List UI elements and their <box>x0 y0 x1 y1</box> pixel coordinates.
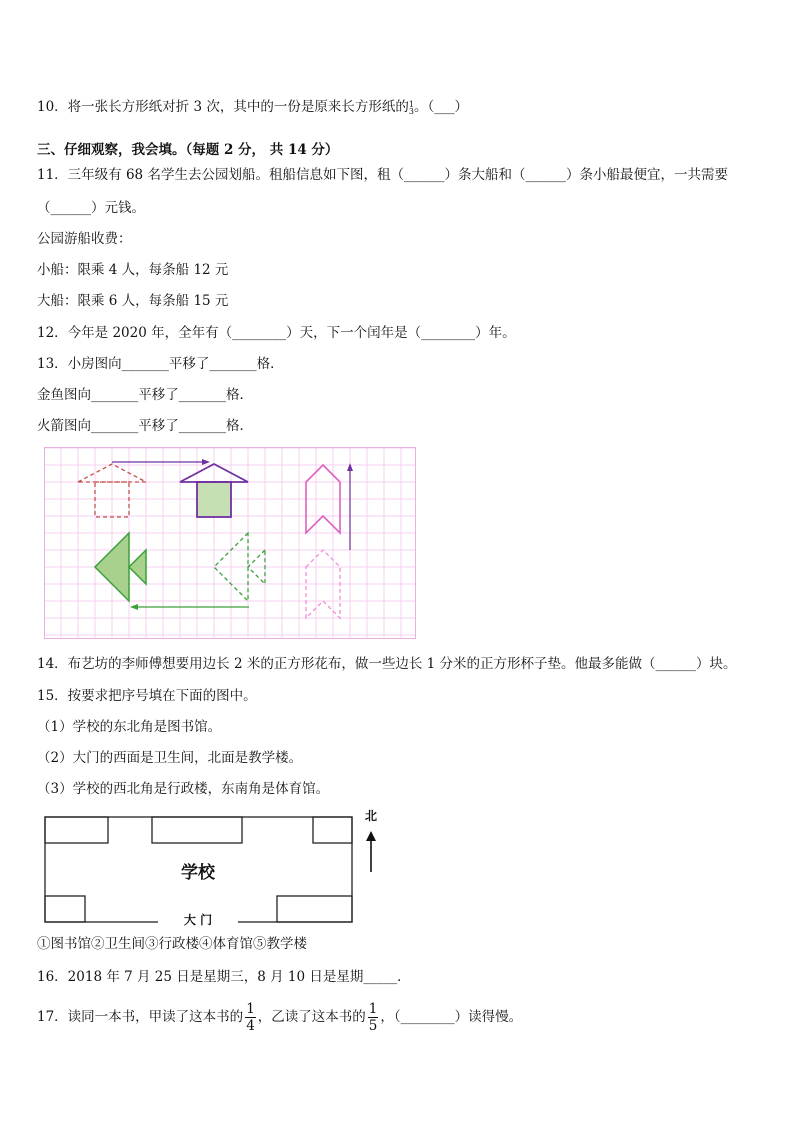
north-arrow-icon <box>366 831 376 872</box>
question-10 <box>37 98 468 116</box>
q11-line1: 11．三年级有 68 名学生去公园划船。租船信息如下图，租（______）条大船和（______）条小船最便宜，一共需要 <box>37 167 728 183</box>
q17-text-b: ，乙读了这本书的 <box>257 1009 366 1025</box>
school-label: 学校 <box>181 863 215 883</box>
q17-fraction-1: $\frac{1}{4}$ <box>246 1001 255 1034</box>
gate-label: 大 门 <box>183 913 213 927</box>
q11-fee-title: 公园游船收费： <box>37 231 132 247</box>
question-17 <box>37 1000 522 1034</box>
q15-title: 15．按要求把序号填在下面的图中。 <box>37 688 257 704</box>
question-16: 16．2018 年 7 月 25 日是星期三，8 月 10 日是星期_____． <box>37 969 411 985</box>
translation-grid-figure <box>44 447 416 639</box>
q10-fraction: 1 3 <box>408 99 414 116</box>
q17-fraction-2: $\frac{1}{5}$ <box>368 1001 378 1034</box>
q11-big-boat: 大船：限乘 6 人，每条船 15 元 <box>37 293 229 309</box>
building-slot-sw <box>45 896 85 922</box>
question-12: 12．今年是 2020 年，全年有（________）天，下一个闰年是（________）年。 <box>37 325 516 341</box>
q11-small-boat: 小船：限乘 4 人，每条船 12 元 <box>37 262 229 278</box>
q15-item1: （1）学校的东北角是图书馆。 <box>37 719 222 735</box>
building-slot-se <box>277 896 352 922</box>
q15-item3: （3）学校的西北角是行政楼，东南角是体育馆。 <box>37 781 330 797</box>
q13-line1: 13．小房图向_______平移了_______格． <box>37 356 284 372</box>
rocket-translation-arrow <box>347 463 353 550</box>
building-slot-n <box>152 817 242 843</box>
q17-text-a: 17．读同一本书，甲读了这本书的 <box>37 1009 244 1025</box>
q10-text: 10．将一张长方形纸对折 3 次，其中的一份是原来长方形纸的 <box>37 99 409 115</box>
house-translation-arrow <box>112 459 210 465</box>
q11-line2: （______）元钱。 <box>37 200 145 216</box>
fish-moved <box>95 533 146 601</box>
building-slot-nw <box>45 817 108 843</box>
q13-line3: 火箭图向_______平移了_______格． <box>37 418 253 434</box>
building-slot-ne <box>313 817 352 843</box>
q17-text-c: ，（________）读得慢。 <box>380 1009 523 1025</box>
q15-item2: （2）大门的西面是卫生间，北面是教学楼。 <box>37 750 303 766</box>
section-3-title: 三、仔细观察，我会填。（每题 2 分， 共 14 分） <box>37 142 339 158</box>
school-map-figure <box>44 806 384 934</box>
q10-answer: 。（___） <box>413 99 468 115</box>
north-label: 北 <box>364 809 378 823</box>
q13-line2: 金鱼图向_______平移了_______格． <box>37 387 253 403</box>
question-14: 14．布艺坊的李师傅想要用边长 2 米的正方形花布，做一些边长 1 分米的正方形杯子垫。他最多能做（______）块。 <box>37 656 737 672</box>
grid-lines <box>44 447 416 639</box>
q15-legend: ①图书馆②卫生间③行政楼④体育馆⑤教学楼 <box>37 936 307 952</box>
